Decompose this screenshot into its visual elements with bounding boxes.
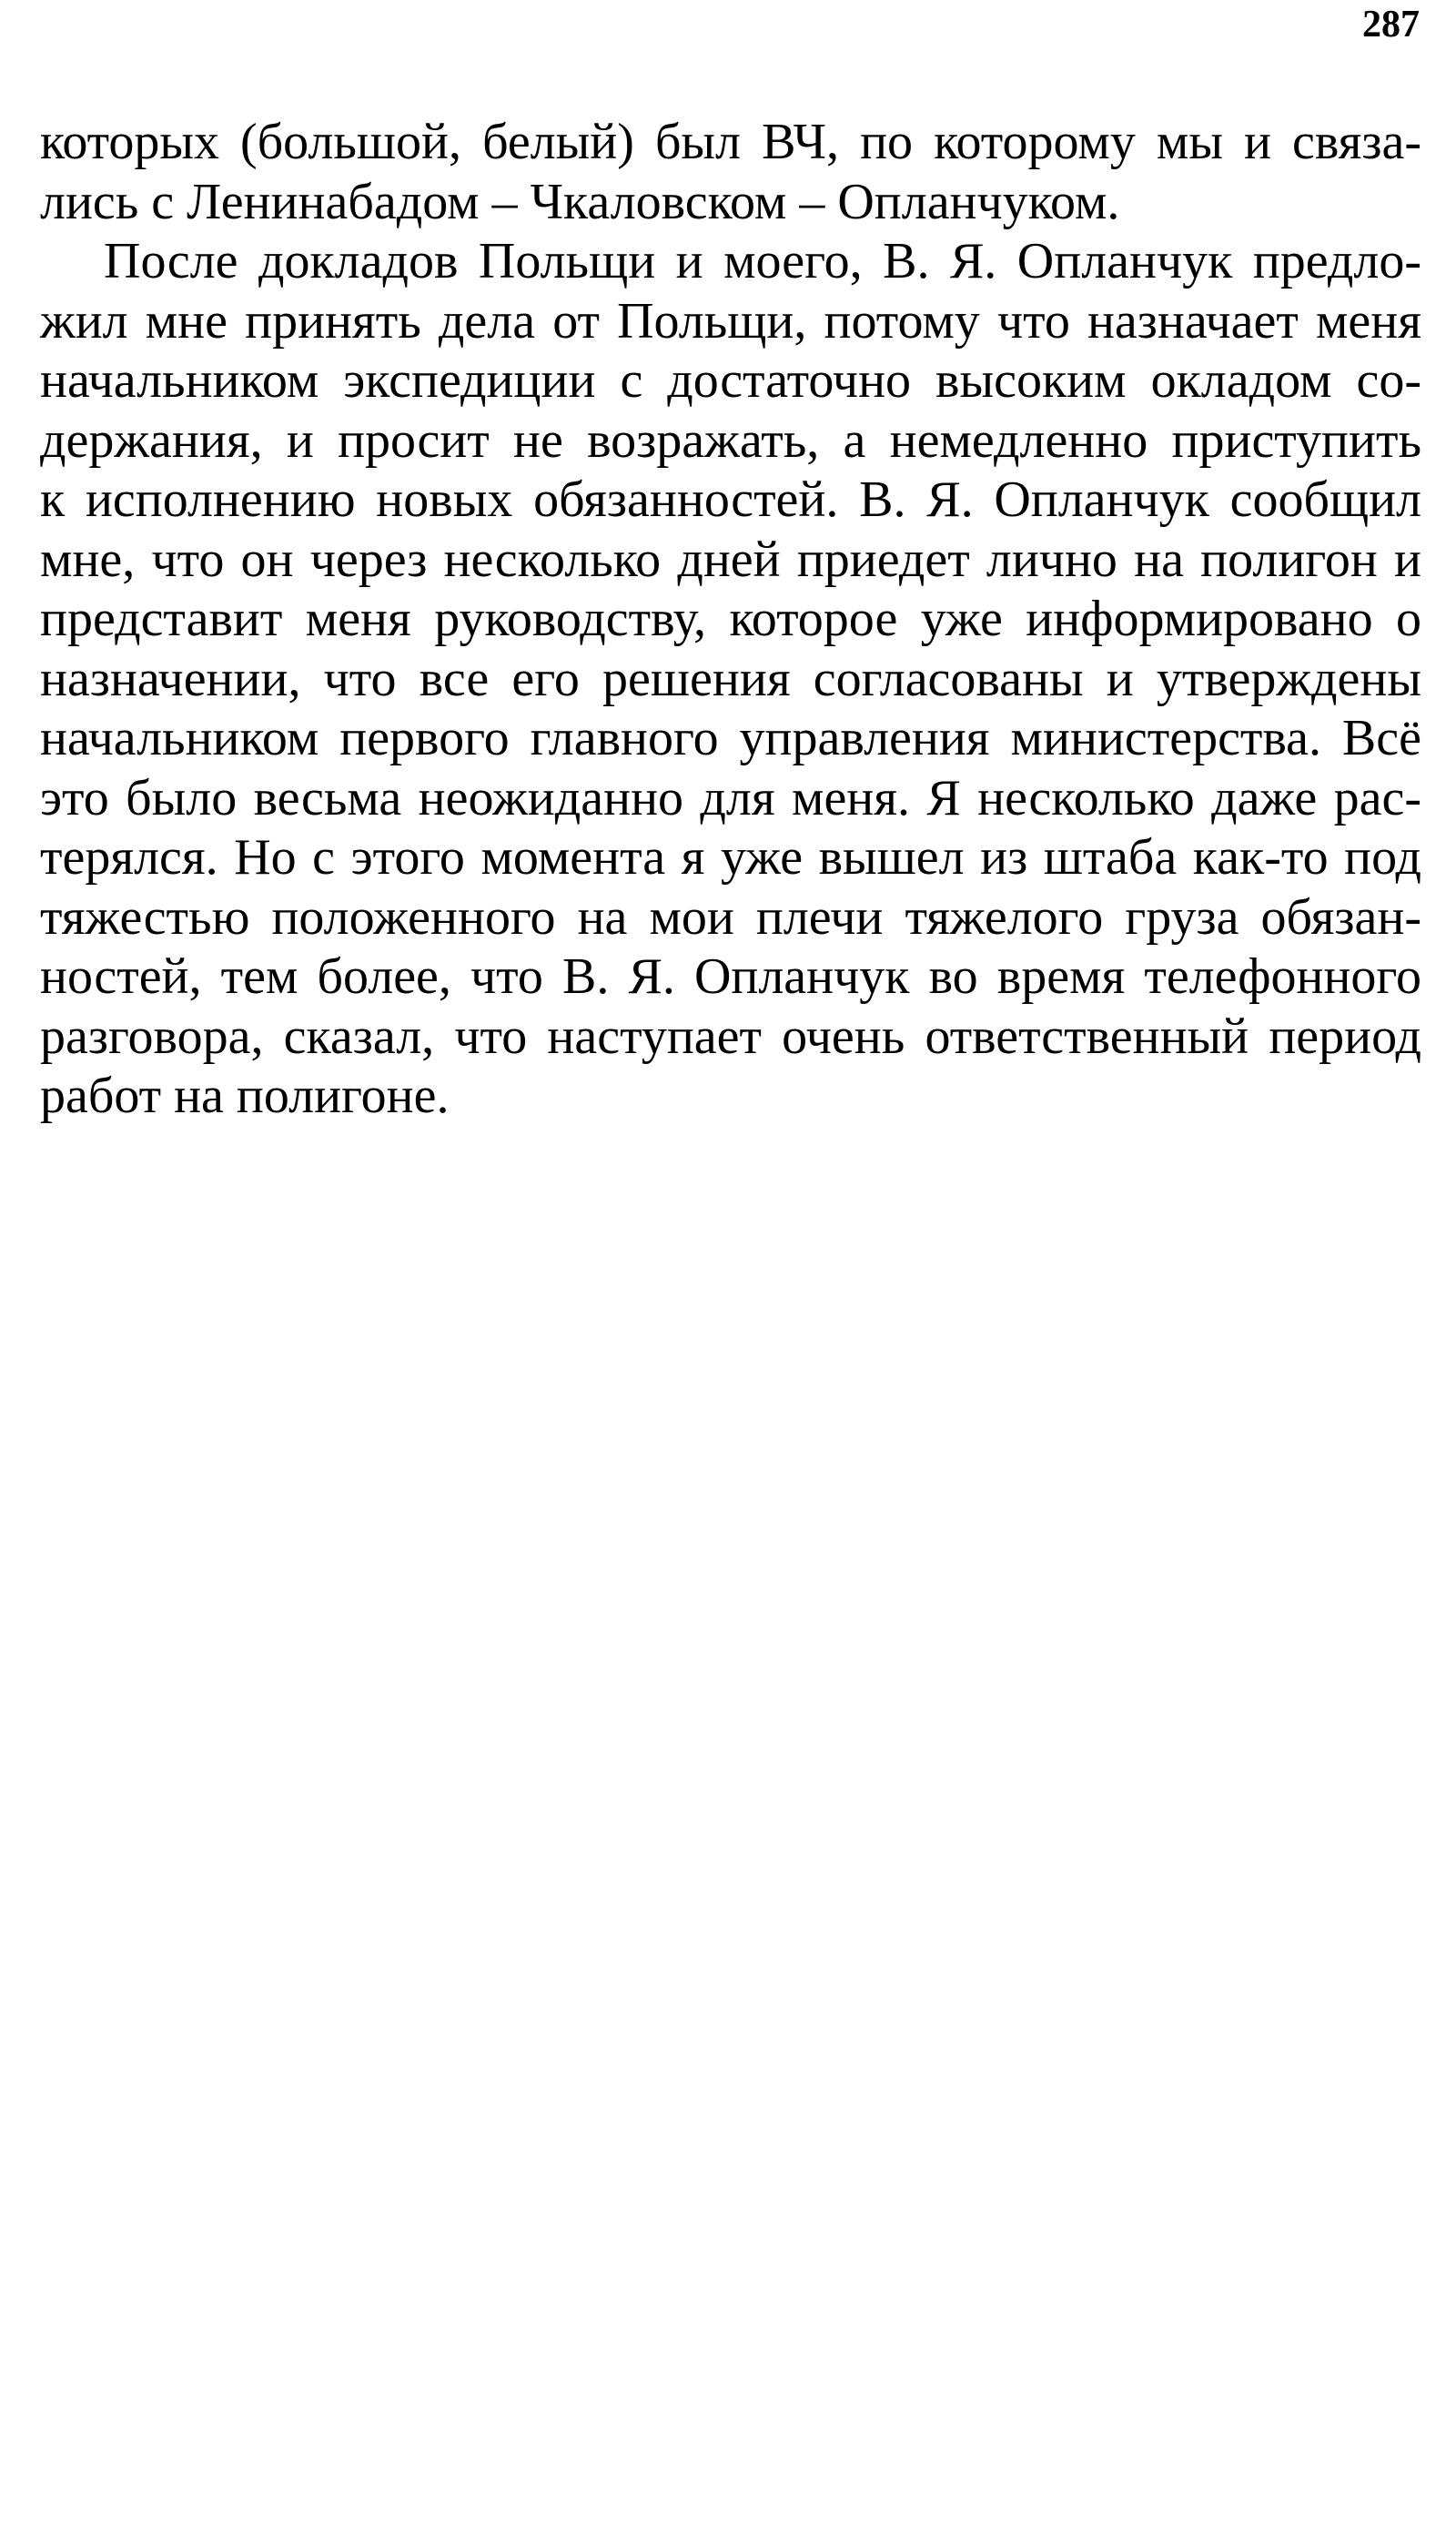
- paragraph: [40, 232, 1421, 1127]
- text-line: лись с Ленинабадом – Чкаловском – Опланчуком.: [40, 173, 1120, 230]
- text-line: представит меня руководству, которое уже информировано о: [40, 591, 1421, 647]
- text-line: терялся. Но с этого момента я уже вышел из штаба как-то под: [40, 829, 1421, 886]
- text-line: разговора, сказал, что наступает очень ответственный период: [40, 1008, 1421, 1065]
- text-line: мне, что он через несколько дней приедет лично на полигон и: [40, 531, 1421, 588]
- text-line: это было весьма неожиданно для меня. Я несколько даже рас-: [40, 769, 1421, 826]
- text-line: жил мне принять дела от Польщи, потому что назначает меня: [40, 292, 1421, 350]
- text-line: держания, и просит не возражать, а немедленно приступить: [40, 411, 1421, 469]
- body-text: [40, 113, 1421, 1127]
- text-line: которых (большой, белый) был ВЧ, по которому мы и связа-: [40, 114, 1421, 170]
- paragraph: [40, 113, 1421, 232]
- text-line: начальником экспедиции с достаточно высоким окладом со-: [40, 352, 1421, 409]
- text-line: ностей, тем более, что В. Я. Опланчук во время телефонного: [40, 948, 1421, 1005]
- text-line: После докладов Польщи и моего, В. Я. Опланчук предло-: [104, 233, 1421, 289]
- text-line: к исполнению новых обязанностей. В. Я. Опланчук сообщил: [40, 471, 1421, 528]
- text-line: начальником первого главного управления министерства. Всё: [40, 710, 1421, 766]
- text-line: тяжестью положенного на мои плечи тяжелого груза обязан-: [40, 888, 1421, 946]
- text-line: назначении, что все его решения согласованы и утверждены: [40, 650, 1421, 707]
- page-number: 287: [1362, 4, 1420, 46]
- text-line: работ на полигоне.: [40, 1068, 450, 1124]
